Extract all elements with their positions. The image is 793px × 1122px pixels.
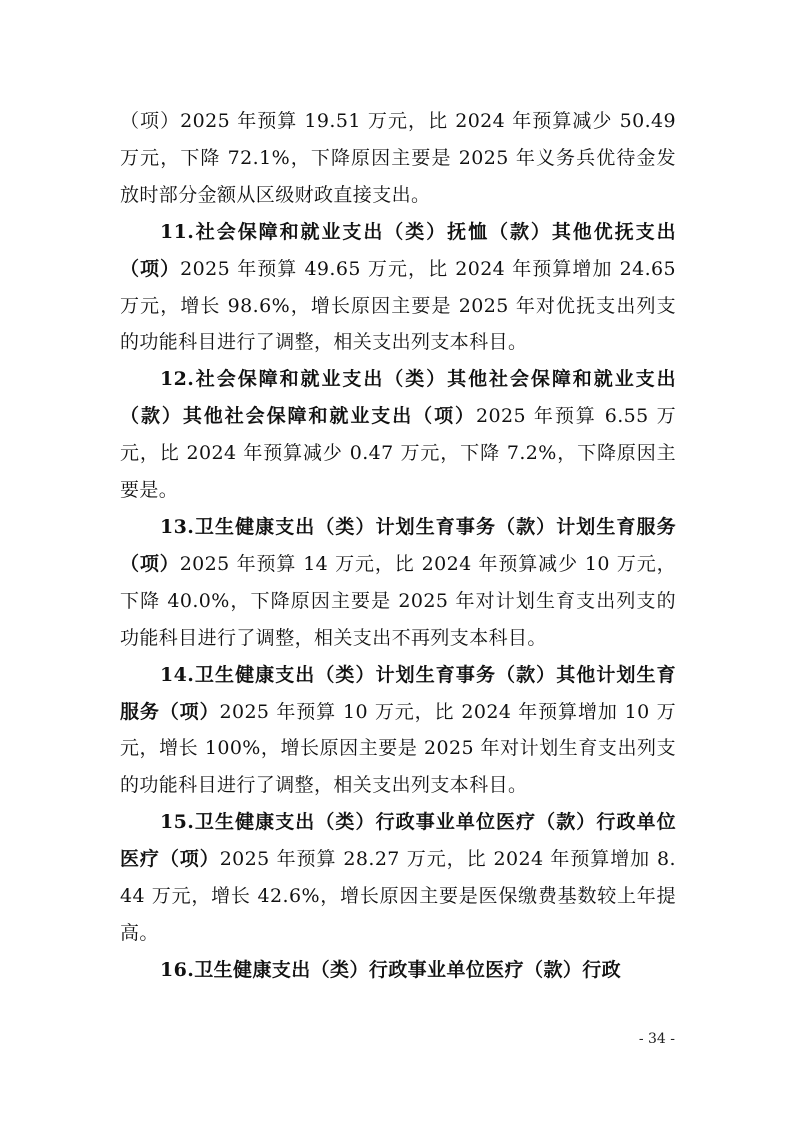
paragraph-item-14	[120, 657, 676, 805]
paragraph-item-12	[120, 361, 676, 509]
paragraph-item-13	[120, 509, 676, 657]
paragraph-heading: 13.卫生健康支出（类）计划生育事务（款）计划生育服务（项）	[120, 515, 676, 575]
paragraph-heading: 16.卫生健康支出（类）行政事业单位医疗（款）行政	[160, 958, 622, 981]
page-number: - 34 -	[638, 1031, 675, 1047]
paragraph-heading: 14.卫生健康支出（类）计划生育事务（款）其他计划生育服务（项）	[120, 663, 676, 723]
paragraph-text: （项）2025 年预算 19.51 万元，比 2024 年预算减少 50.49 万元，下降 72.1%，下降原因主要是 2025 年义务兵优待金发放时部分金额从区级财政直接支出。	[120, 110, 676, 206]
paragraph-item-11	[120, 214, 676, 362]
paragraph-item-16	[120, 952, 676, 989]
paragraph-item-15	[120, 804, 676, 952]
paragraph-text: 2025 年预算 6.55 万元，比 2024 年预算减少 0.47 万元，下降 7.2%，下降原因主要是。	[120, 405, 676, 502]
paragraph-text: 2025 年预算 14 万元，比 2024 年预算减少 10 万元，下降 40.0%，下降原因主要是 2025 年对计划生育支出列支的功能科目进行了调整，相关支出不再列支本科目。	[120, 552, 676, 649]
paragraph-text: 2025 年预算 10 万元，比 2024 年预算增加 10 万元，增长 100%，增长原因主要是 2025 年对计划生育支出列支的功能科目进行了调整，相关支出列支本科目。	[120, 700, 676, 797]
paragraph-heading: 12.社会保障和就业支出（类）其他社会保障和就业支出（款）其他社会保障和就业支出（项）	[120, 368, 676, 428]
paragraph-text: 2025 年预算 28.27 万元，比 2024 年预算增加 8.44 万元，增长 42.6%，增长原因主要是医保缴费基数较上年提高。	[120, 848, 676, 944]
paragraph-heading: 11.社会保障和就业支出（类）抚恤（款）其他优抚支出（项）	[120, 220, 676, 280]
paragraph-continuation	[120, 103, 676, 214]
body-text	[120, 103, 676, 989]
paragraph-text: 2025 年预算 49.65 万元，比 2024 年预算增加 24.65 万元，增长 98.6%，增长原因主要是 2025 年对优抚支出列支的功能科目进行了调整，相关支出列支本科目。	[120, 257, 676, 354]
paragraph-heading: 15.卫生健康支出（类）行政事业单位医疗（款）行政单位医疗（项）	[120, 811, 676, 871]
